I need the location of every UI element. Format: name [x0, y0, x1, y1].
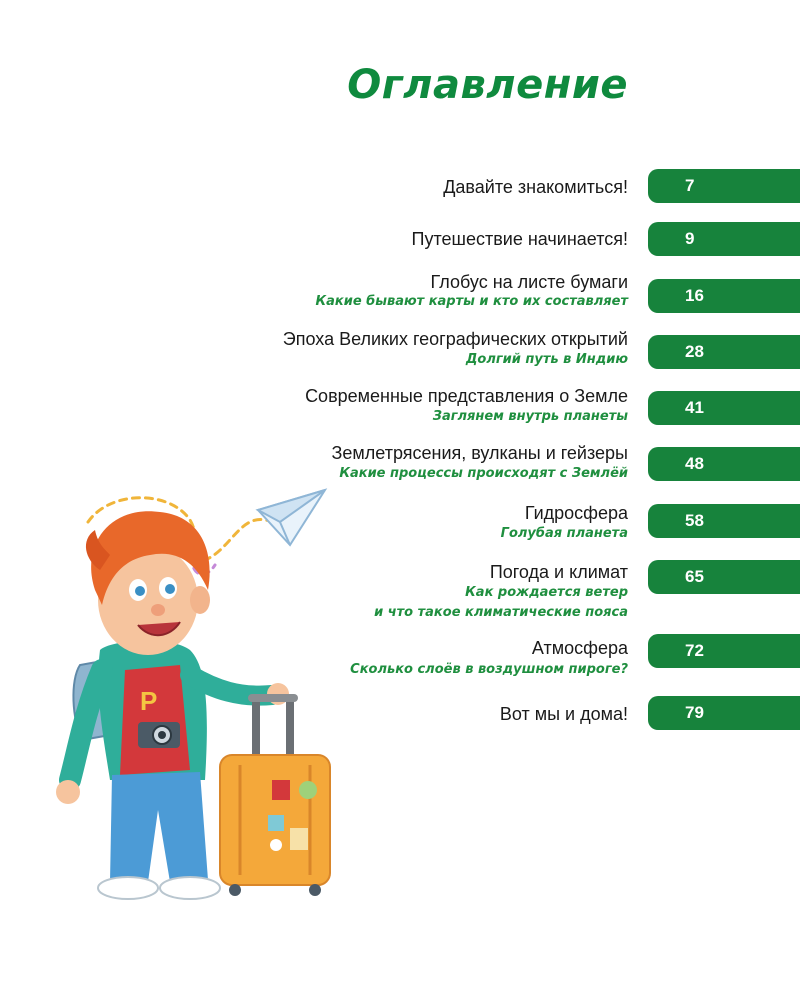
toc-entry-title: Современные представления о Земле	[305, 386, 628, 406]
page-number-tab[interactable]: 48	[648, 447, 800, 481]
page-number-tab[interactable]: 9	[648, 222, 800, 256]
page-number-tab[interactable]: 28	[648, 335, 800, 369]
toc-entry-subtitle: Голубая планета	[500, 526, 628, 541]
toc-entry-title: Давайте знакомиться!	[443, 177, 628, 197]
page-number-tab[interactable]: 41	[648, 391, 800, 425]
svg-text:P: P	[140, 686, 158, 716]
toc-entry-subtitle: Сколько слоёв в воздушном пироге?	[350, 662, 628, 677]
toc-entry-title: Вот мы и дома!	[499, 704, 628, 724]
toc-entry-title: Атмосфера	[531, 638, 628, 658]
page-number-tab[interactable]: 79	[648, 696, 800, 730]
page-number-tab[interactable]: 16	[648, 279, 800, 313]
toc-entry-subtitle: Какие процессы происходят с Землёй	[339, 466, 628, 481]
toc-entry-subtitle-line2: и что такое климатические пояса	[374, 605, 628, 620]
toc-entry-title: Гидросфера	[524, 503, 628, 523]
toc-entry-subtitle: Как рождается ветер	[465, 585, 628, 600]
toc-entry-title: Землетрясения, вулканы и гейзеры	[331, 443, 628, 463]
page-number-tab[interactable]: 7	[648, 169, 800, 203]
page-number-tab[interactable]: 65	[648, 560, 800, 594]
page-title: Оглавление	[347, 62, 628, 108]
toc-entry-subtitle: Заглянем внутрь планеты	[432, 409, 628, 424]
toc-entry-title: Эпоха Великих географических открытий	[282, 329, 628, 349]
toc-entry-title: Глобус на листе бумаги	[430, 272, 628, 292]
page-number-tab[interactable]: 72	[648, 634, 800, 668]
page-number-tab[interactable]: 58	[648, 504, 800, 538]
toc-entry-title: Путешествие начинается!	[411, 229, 628, 249]
toc-entry-subtitle: Какие бывают карты и кто их составляет	[315, 294, 628, 309]
camera-icon	[138, 722, 180, 748]
toc-entry-title: Погода и климат	[489, 562, 628, 582]
suitcase-icon	[220, 694, 330, 896]
illustration	[40, 450, 420, 920]
toc-entry-subtitle: Долгий путь в Индию	[465, 352, 628, 367]
paper-plane-icon	[258, 490, 325, 545]
